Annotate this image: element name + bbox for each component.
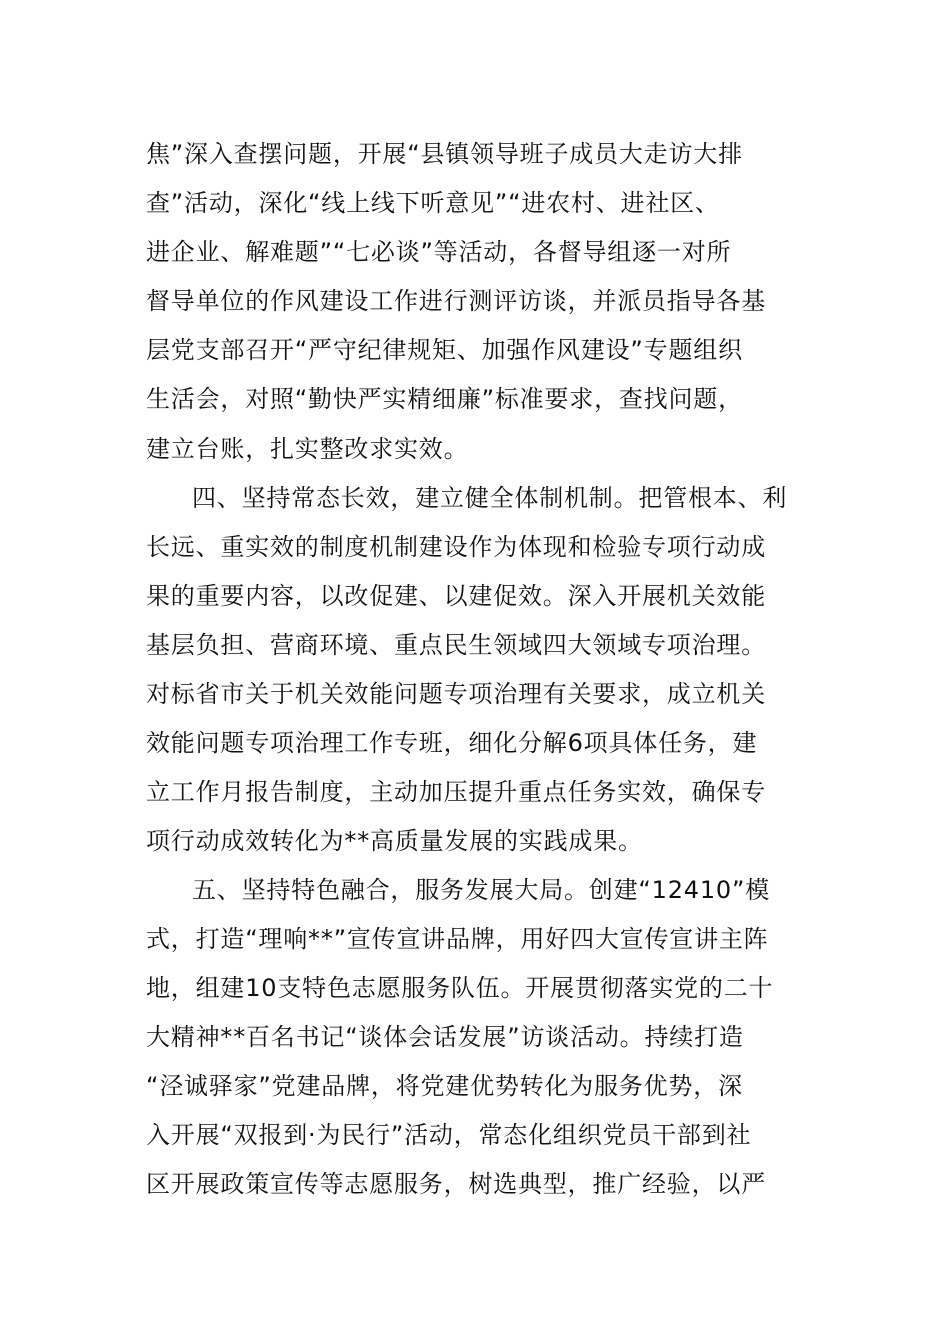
text-line: 建立台账，扎实整改求实效。 (146, 435, 469, 463)
text-line: 基层负担、营商环境、重点民生领域四大领域专项治理。 (146, 631, 766, 659)
text-line: 督导单位的作风建设工作进行测评访谈，并派员指导各基 (146, 287, 766, 315)
text-line: 进企业、解难题”“七必谈”等活动，各督导组逐一对所 (146, 238, 732, 266)
text-line: 地，组建10支特色志愿服务队伍。开展贯彻落实党的二十 (146, 974, 774, 1002)
text-line: “泾诚驿家”党建品牌，将党建优势转化为服务优势，深 (146, 1072, 743, 1100)
text-line: 对标省市关于机关效能问题专项治理有关要求，成立机关 (146, 680, 766, 708)
text-line: 立工作月报告制度，主动加压提升重点任务实效，确保专 (146, 778, 766, 806)
text-line: 式，打造“理响**”宣传宣讲品牌，用好四大宣传宣讲主阵 (146, 925, 769, 953)
text-line: 焦”深入查摆问题，开展“县镇领导班子成员大走访大排 (146, 140, 743, 168)
text-line: 层党支部召开“严守纪律规矩、加强作风建设”专题组织 (146, 336, 743, 364)
text-line: 入开展“双报到·为民行”活动，常态化组织党员干部到社 (146, 1121, 752, 1149)
text-line: 查”活动，深化“线上线下听意见”“进农村、进社区、 (146, 189, 720, 217)
text-line: 区开展政策宣传等志愿服务，树选典型，推广经验，以严 (146, 1170, 766, 1198)
text-line: 果的重要内容，以改促建、以建促效。深入开展机关效能 (146, 582, 766, 610)
section-heading-line: 四、坚持常态长效，建立健全体制机制。把管根本、利 (192, 484, 788, 512)
text-line: 项行动成效转化为**高质量发展的实践成果。 (146, 827, 643, 855)
text-line: 长远、重实效的制度机制建设作为体现和检验专项行动成 (146, 533, 766, 561)
text-line: 大精神**百名书记“谈体会话发展”访谈活动。持续打造 (146, 1023, 744, 1051)
text-line: 生活会，对照“勤快严实精细廉”标准要求，查找问题， (146, 385, 743, 413)
text-line: 效能问题专项治理工作专班，细化分解6项具体任务，建 (146, 729, 758, 757)
section-heading-line: 五、坚持特色融合，服务发展大局。创建“12410”模 (192, 876, 771, 904)
